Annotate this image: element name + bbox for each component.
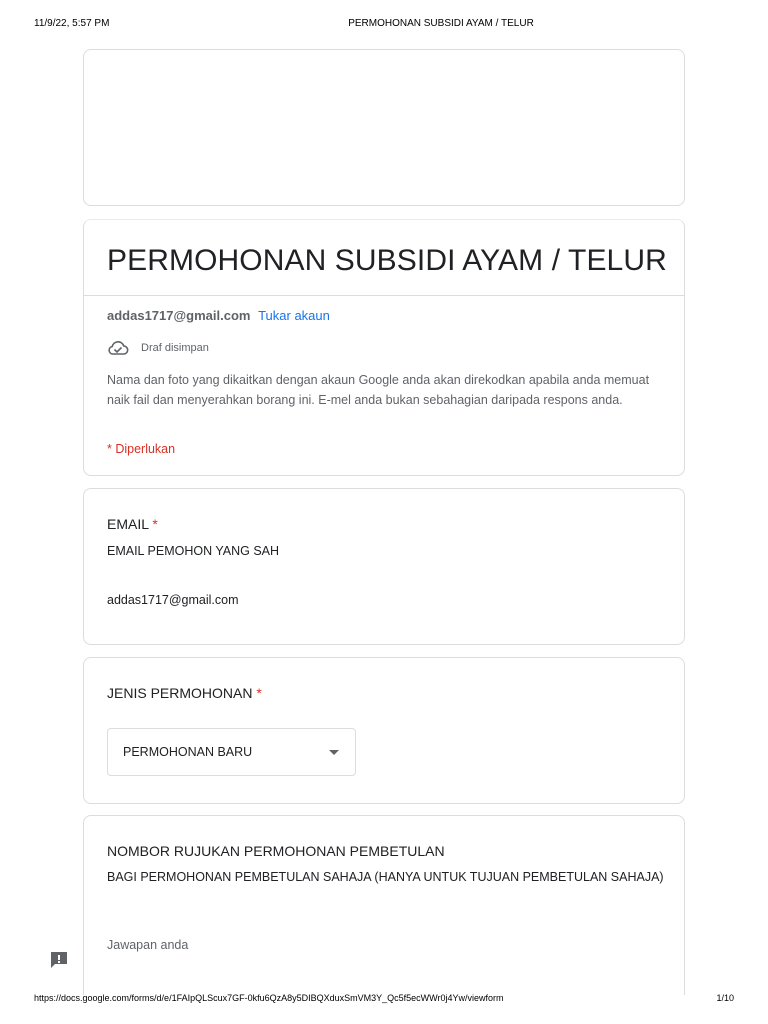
nombor-rujukan-input[interactable]: Jawapan anda	[107, 938, 189, 952]
question-jenis-permohonan	[83, 657, 685, 804]
draft-status	[107, 340, 209, 356]
required-asterisk: *	[152, 516, 158, 532]
question-email	[83, 488, 685, 645]
required-asterisk: *	[256, 685, 262, 701]
print-page-title: PERMOHONAN SUBSIDI AYAM / TELUR	[348, 18, 534, 29]
required-note: * Diperlukan	[107, 442, 176, 456]
account-row	[107, 308, 330, 323]
question-description: EMAIL PEMOHON YANG SAH	[107, 544, 280, 558]
question-title-text: EMAIL	[107, 516, 149, 532]
jenis-permohonan-dropdown[interactable]	[107, 728, 356, 776]
form-title: PERMOHONAN SUBSIDI AYAM / TELUR	[107, 244, 667, 277]
privacy-notice: Nama dan foto yang dikaitkan dengan akaun Google anda akan direkodkan apabila anda memuat naik fail dan menyerahkan borang ini. E-mel anda bukan sebahagian daripada respons anda.	[107, 373, 650, 407]
cloud-check-icon	[107, 340, 129, 356]
question-description: BAGI PERMOHONAN PEMBETULAN SAHAJA (HANYA UNTUK TUJUAN PEMBETULAN SAHAJA)	[107, 870, 664, 884]
question-nombor-rujukan	[83, 815, 685, 995]
dropdown-selected-value: PERMOHONAN BARU	[123, 745, 253, 759]
form-title-card	[83, 219, 685, 476]
account-email: addas1717@gmail.com	[107, 308, 251, 323]
question-title	[107, 685, 262, 701]
print-url: https://docs.google.com/forms/d/e/1FAIpQLScux7GF-0kfu6QzA8y5DIBQXduxSmVM3Y_Qc5f5ecWWr0j4Yw/viewform	[34, 993, 504, 1003]
print-datetime: 11/9/22, 5:57 PM	[34, 18, 110, 29]
question-title-text: NOMBOR RUJUKAN PERMOHONAN PEMBETULAN	[107, 843, 445, 859]
question-title-text: JENIS PERMOHONAN	[107, 685, 253, 701]
form-header-banner	[83, 49, 685, 206]
dropdown-arrow-icon	[329, 750, 339, 755]
print-page-number: 1/10	[716, 993, 734, 1003]
draft-status-text: Draf disimpan	[141, 342, 209, 354]
email-answer-field[interactable]: addas1717@gmail.com	[107, 593, 239, 607]
print-header	[0, 18, 768, 32]
report-issue-icon[interactable]	[49, 950, 69, 970]
question-title	[107, 516, 158, 532]
title-divider	[84, 295, 684, 296]
switch-account-link[interactable]: Tukar akaun	[258, 308, 330, 323]
